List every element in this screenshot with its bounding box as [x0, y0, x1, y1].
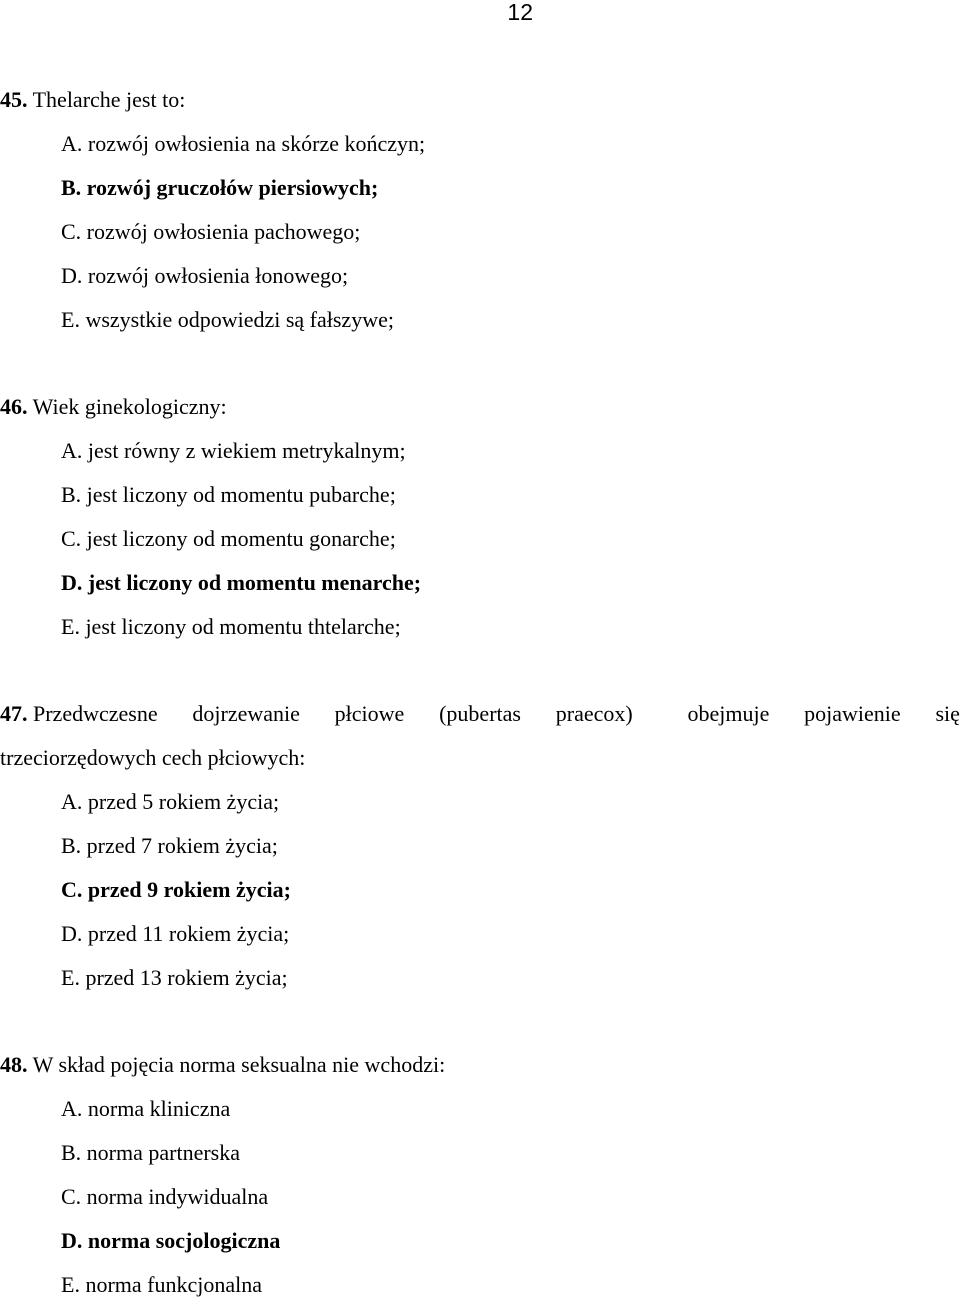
question-word: (pubertas — [439, 701, 521, 726]
question-stem — [0, 1043, 960, 1087]
option-c-correct: C. przed 9 rokiem życia; — [61, 877, 291, 902]
option-a: A. norma kliniczna — [61, 1096, 231, 1121]
option-c: C. rozwój owłosienia pachowego; — [61, 219, 361, 244]
option-b: B. norma partnerska — [61, 1140, 240, 1165]
question-45 — [0, 78, 960, 342]
option-b: B. przed 7 rokiem życia; — [61, 833, 278, 858]
question-number: 46. — [0, 394, 28, 419]
option-c: C. jest liczony od momentu gonarche; — [61, 526, 396, 551]
option-c: C. norma indywidualna — [61, 1184, 269, 1209]
option-d: D. przed 11 rokiem życia; — [61, 921, 290, 946]
question-word: Przedwczesne — [33, 701, 158, 726]
question-text: W skład pojęcia norma seksualna nie wchodzi: — [32, 1052, 446, 1077]
option-b: B. jest liczony od momentu pubarche; — [61, 482, 396, 507]
question-48 — [0, 1043, 960, 1307]
page-number: 12 — [507, 0, 533, 25]
question-stem-line-1 — [0, 692, 960, 736]
question-number: 47. — [0, 701, 28, 726]
option-d-correct: D. jest liczony od momentu menarche; — [61, 570, 422, 595]
question-word: się — [935, 701, 960, 726]
option-b-correct: B. rozwój gruczołów piersiowych; — [61, 175, 379, 200]
option-e: E. wszystkie odpowiedzi są fałszywe; — [61, 307, 394, 332]
option-d-correct: D. norma socjologiczna — [61, 1228, 281, 1253]
question-word: praecox) — [555, 701, 633, 726]
question-text: Thelarche jest to: — [32, 87, 186, 112]
question-text: Wiek ginekologiczny: — [32, 394, 227, 419]
option-a: A. rozwój owłosienia na skórze kończyn; — [61, 131, 426, 156]
option-a: A. przed 5 rokiem życia; — [61, 789, 280, 814]
option-e: E. norma funkcjonalna — [61, 1272, 262, 1297]
question-stem-line-2: trzeciorzędowych cech płciowych: — [0, 745, 306, 770]
option-e: E. przed 13 rokiem życia; — [61, 965, 288, 990]
question-number: 48. — [0, 1052, 28, 1077]
question-word: dojrzewanie — [192, 701, 300, 726]
question-stem — [0, 385, 960, 429]
option-d: D. rozwój owłosienia łonowego; — [61, 263, 349, 288]
question-word: obejmuje — [687, 701, 770, 726]
question-word: pojawienie — [804, 701, 901, 726]
question-stem — [0, 78, 960, 122]
option-a: A. jest równy z wiekiem metrykalnym; — [61, 438, 406, 463]
question-46 — [0, 385, 960, 649]
question-number: 45. — [0, 87, 28, 112]
option-e: E. jest liczony od momentu thtelarche; — [61, 614, 401, 639]
question-word: płciowe — [334, 701, 405, 726]
question-47 — [0, 692, 960, 1000]
